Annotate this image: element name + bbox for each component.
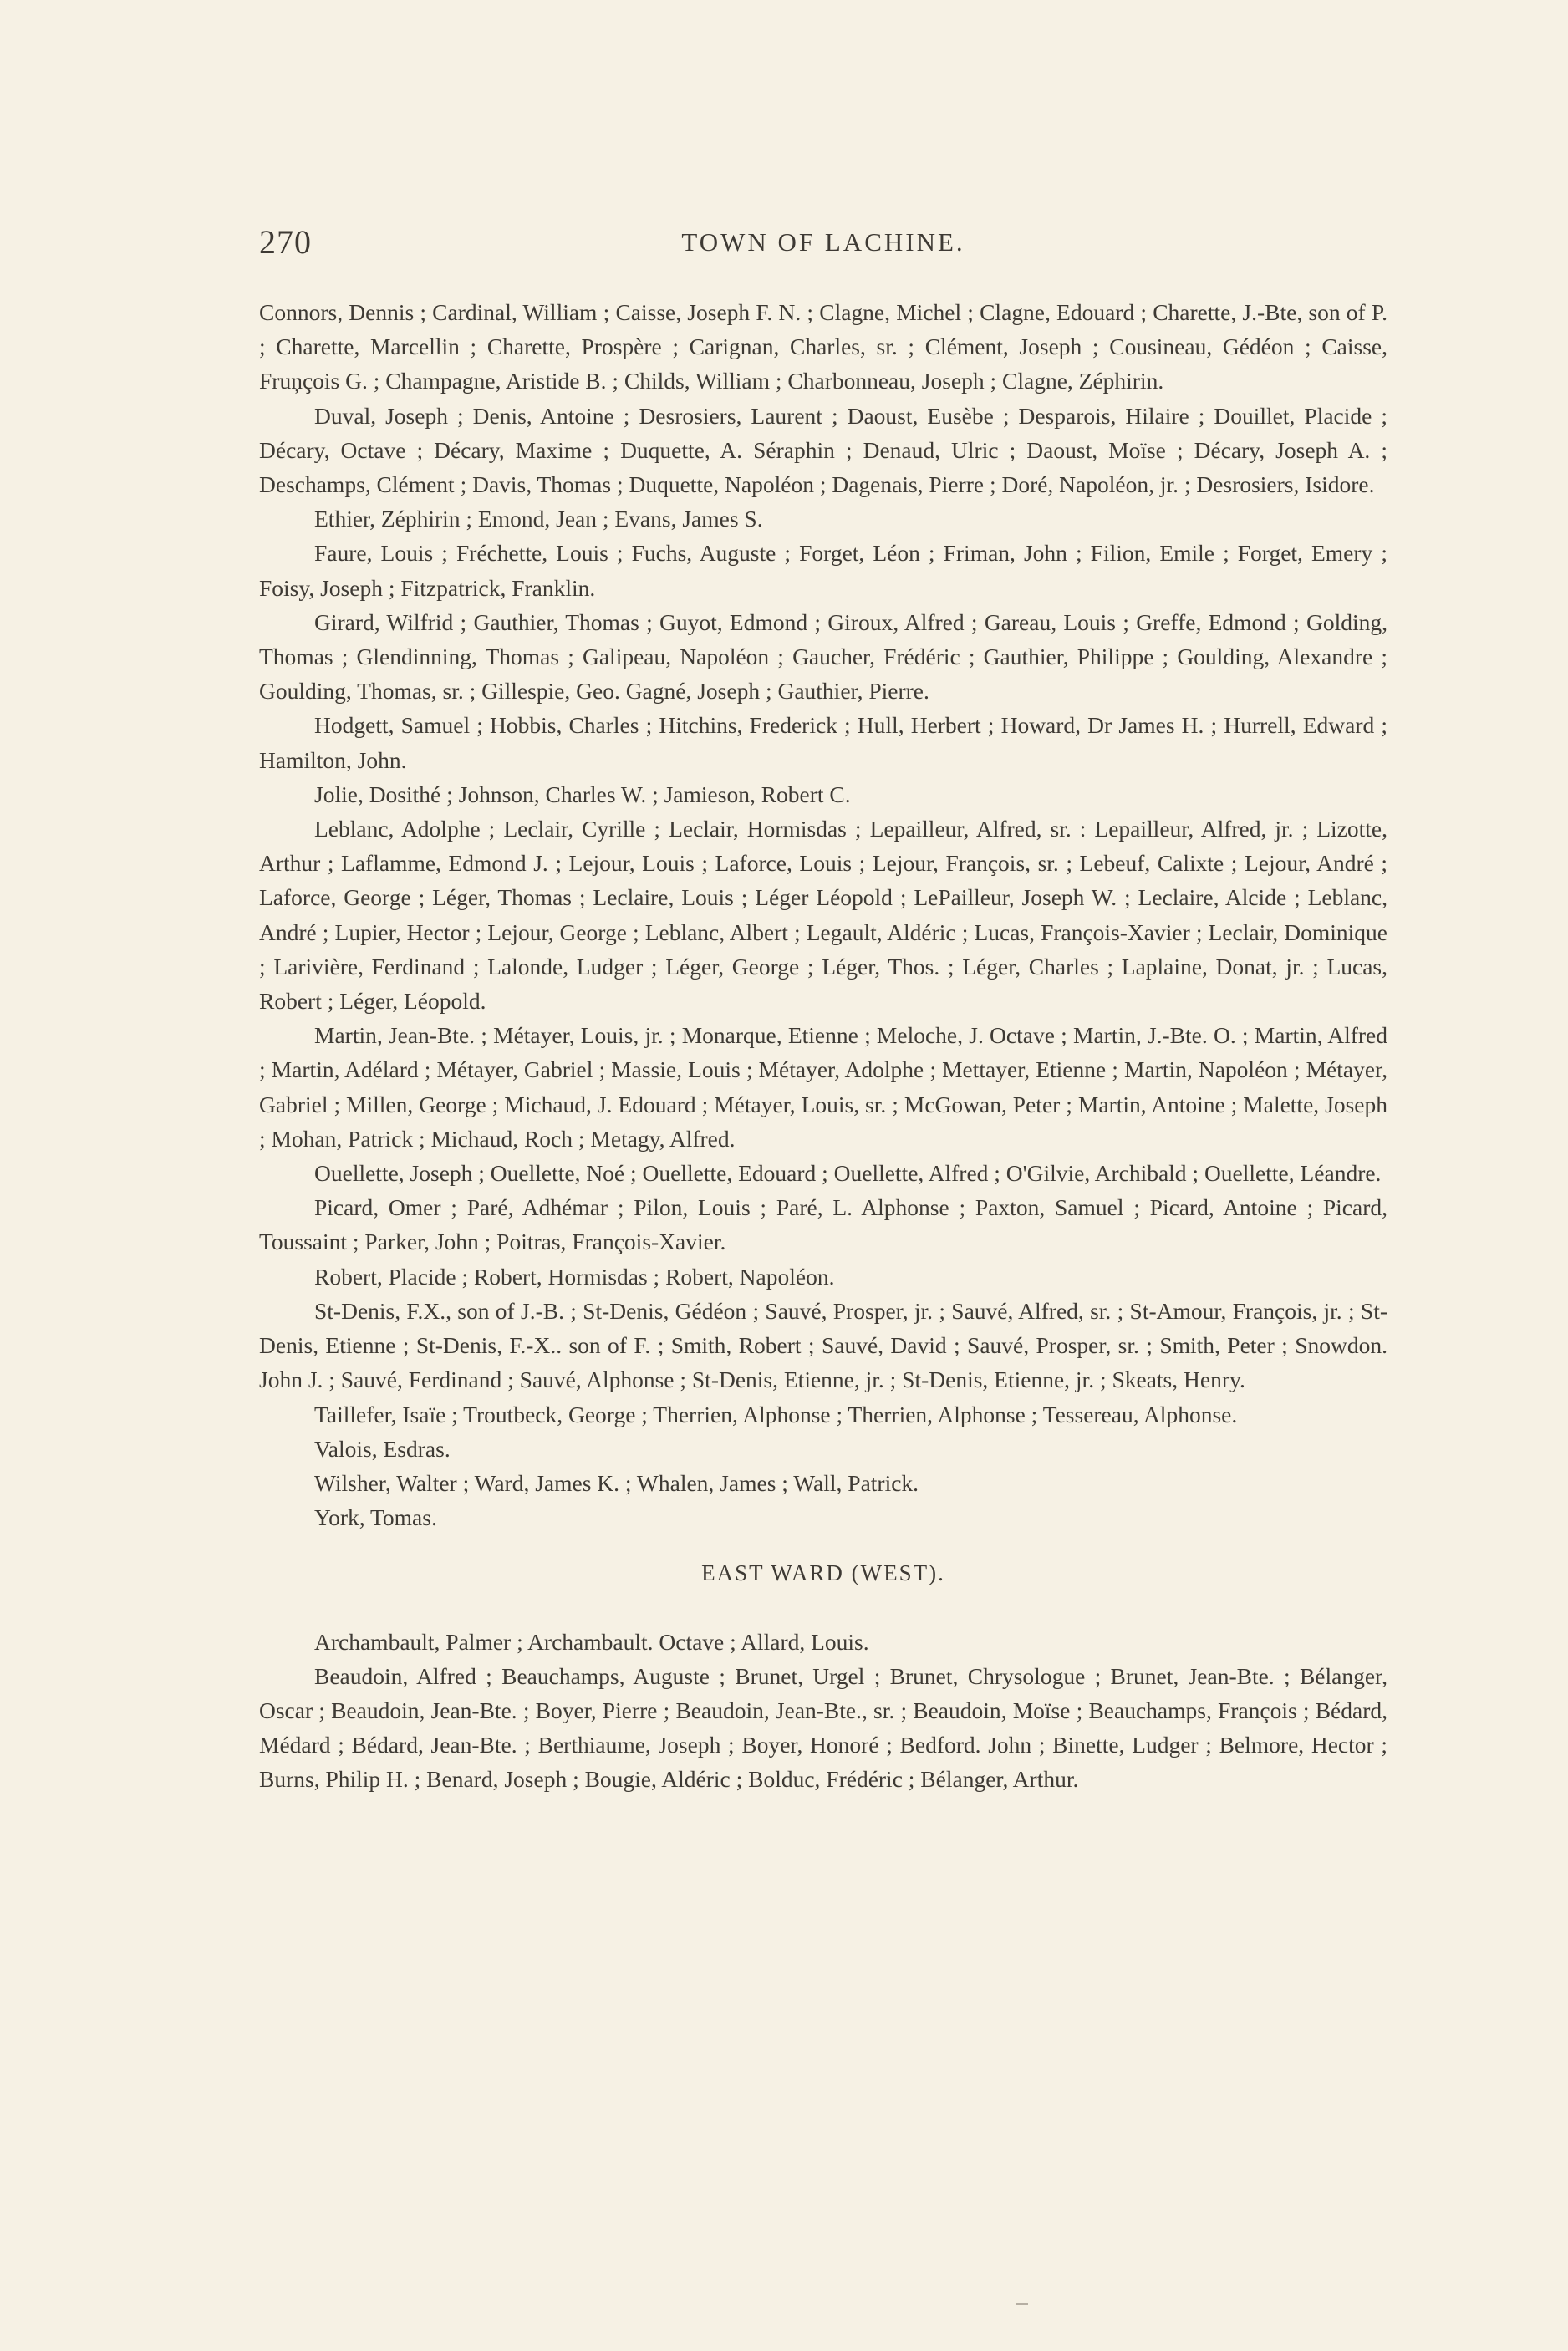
paragraph-d: Duval, Joseph ; Denis, Antoine ; Desrosiers, Laurent ; Daoust, Eusèbe ; Desparois, Hilaire ; Douillet, Placide ; Décary, Octave ; Décary, Maxime ; Duquette, A. Séraphin ; Denaud, Ulric ; Daoust, Moïse ; Décary, Joseph A. ; Deschamps, Clément ; Davis, Thomas ; Duquette, Napoléon ; Dagenais, Pierre ; Doré, Napoléon, jr. ; Desrosiers, Isidore. xyxy=(259,402,1387,498)
paragraph-a: Archambault, Palmer ; Archambault. Octave ; Allard, Louis. xyxy=(314,1628,869,1655)
paragraph-t: Taillefer, Isaïe ; Troutbeck, George ; Therrien, Alphonse ; Therrien, Alphonse ; Tessereau, Alphonse. xyxy=(314,1401,1238,1427)
paragraph-h: Hodgett, Samuel ; Hobbis, Charles ; Hitchins, Frederick ; Hull, Herbert ; Howard, Dr James H. ; Hurrell, Edward ; Hamilton, John. xyxy=(259,712,1387,773)
paragraph-l: Leblanc, Adolphe ; Leclair, Cyrille ; Leclair, Hormisdas ; Lepailleur, Alfred, sr. : Lepailleur, Alfred, jr. ; Lizotte, Arthur ; Laflamme, Edmond J. ; Lejour, Louis ; Laforce, Louis ; Lejour, François, sr. ; Lebeuf, Calixte ; Lejour, André ; Laforce, George ; Léger, Thomas ; Leclaire, Louis ; Léger Léopold ; LePailleur, Joseph W. ; Leclaire, Alcide ; Leblanc, André ; Lupier, Hector ; Lejour, George ; Leblanc, Albert ; Legault, Aldéric ; Lucas, François-Xavier ; Leclair, Dominique ; Larivière, Ferdinand ; Lalonde, Ludger ; Léger, George ; Léger, Thos. ; Léger, Charles ; Laplaine, Donat, jr. ; Lucas, Robert ; Léger, Léopold. xyxy=(259,816,1387,1015)
paragraph-r: Robert, Placide ; Robert, Hormisdas ; Robert, Napoléon. xyxy=(314,1263,835,1290)
main-text xyxy=(259,295,1387,1797)
paragraph-m: Martin, Jean-Bte. ; Métayer, Louis, jr. ; Monarque, Etienne ; Meloche, J. Octave ; Martin, J.-Bte. O. ; Martin, Alfred ; Martin, Adélard ; Métayer, Gabriel ; Massie, Louis ; Métayer, Adolphe ; Mettayer, Etienne ; Martin, Napoléon ; Métayer, Gabriel ; Millen, George ; Michaud, J. Edouard ; Métayer, Louis, sr. ; McGowan, Peter ; Martin, Antoine ; Malette, Joseph ; Mohan, Patrick ; Michaud, Roch ; Metagy, Alfred. xyxy=(259,1022,1387,1152)
section-heading: EAST WARD (WEST). xyxy=(701,1560,945,1586)
running-title: TOWN OF LACHINE. xyxy=(681,227,965,257)
paragraph-v: Valois, Esdras. xyxy=(314,1435,451,1462)
paragraph-y: York, Tomas. xyxy=(314,1504,437,1531)
paragraph-e: Ethier, Zéphirin ; Emond, Jean ; Evans, James S. xyxy=(314,506,763,532)
paragraph-o: Ouellette, Joseph ; Ouellette, Noé ; Ouellette, Edouard ; Ouellette, Alfred ; O'Gilvie, Archibald ; Ouellette, Léandre. xyxy=(314,1160,1382,1187)
paragraph-p: Picard, Omer ; Paré, Adhémar ; Pilon, Louis ; Paré, L. Alphonse ; Paxton, Samuel ; Picard, Antoine ; Picard, Toussaint ; Parker, John ; Poitras, François-Xavier. xyxy=(259,1194,1387,1255)
print-speck xyxy=(1016,2303,1028,2305)
page-number: 270 xyxy=(259,223,312,261)
paragraph-f: Faure, Louis ; Fréchette, Louis ; Fuchs, Auguste ; Forget, Léon ; Friman, John ; Filion, Emile ; Forget, Emery ; Foisy, Joseph ; Fitzpatrick, Franklin. xyxy=(259,540,1387,601)
paragraph-s: St-Denis, F.X., son of J.-B. ; St-Denis, Gédéon ; Sauvé, Prosper, jr. ; Sauvé, Alfred, sr. ; St-Amour, François, jr. ; St-Denis, Etienne ; St-Denis, F.-X.. son of F. ; Smith, Robert ; Sauvé, David ; Sauvé, Prosper, sr. ; Smith, Peter ; Snowdon. John J. ; Sauvé, Ferdinand ; Sauvé, Alphonse ; St-Denis, Etienne, jr. ; St-Denis, Etienne, jr. ; Skeats, Henry. xyxy=(259,1297,1387,1393)
paragraph-w: Wilsher, Walter ; Ward, James K. ; Whalen, James ; Wall, Patrick. xyxy=(314,1469,919,1496)
paragraph-c: Connors, Dennis ; Cardinal, William ; Caisse, Joseph F. N. ; Clagne, Michel ; Clagne, Edouard ; Charette, J.-Bte, son of P. ; Charette, Marcellin ; Charette, Prospère ; Carignan, Charles, sr. ; Clément, Joseph ; Cousineau, Gédéon ; Caisse, Fruņçois G. ; Champagne, Aristide B. ; Childs, William ; Charbonneau, Joseph ; Clagne, Zéphirin. xyxy=(259,299,1387,394)
paragraph-g: Girard, Wilfrid ; Gauthier, Thomas ; Guyot, Edmond ; Giroux, Alfred ; Gareau, Louis ; Greffe, Edmond ; Golding, Thomas ; Glendinning, Thomas ; Galipeau, Napoléon ; Gaucher, Frédéric ; Gauthier, Philippe ; Goulding, Alexandre ; Goulding, Thomas, sr. ; Gillespie, Geo. Gagné, Joseph ; Gauthier, Pierre. xyxy=(259,608,1387,705)
paragraph-j: Jolie, Dosithé ; Johnson, Charles W. ; Jamieson, Robert C. xyxy=(314,781,851,807)
paragraph-b: Beaudoin, Alfred ; Beauchamps, Auguste ; Brunet, Urgel ; Brunet, Chrysologue ; Brunet, Jean-Bte. ; Bélanger, Oscar ; Beaudoin, Jean-Bte. ; Boyer, Pierre ; Beaudoin, Jean-Bte., sr. ; Beaudoin, Moïse ; Beauchamps, François ; Bédard, Médard ; Bédard, Jean-Bte. ; Berthiaume, Joseph ; Boyer, Honoré ; Bedford. John ; Binette, Ludger ; Belmore, Hector ; Burns, Philip H. ; Benard, Joseph ; Bougie, Aldéric ; Bolduc, Frédéric ; Bélanger, Arthur. xyxy=(259,1662,1387,1793)
page-header xyxy=(259,222,1387,264)
